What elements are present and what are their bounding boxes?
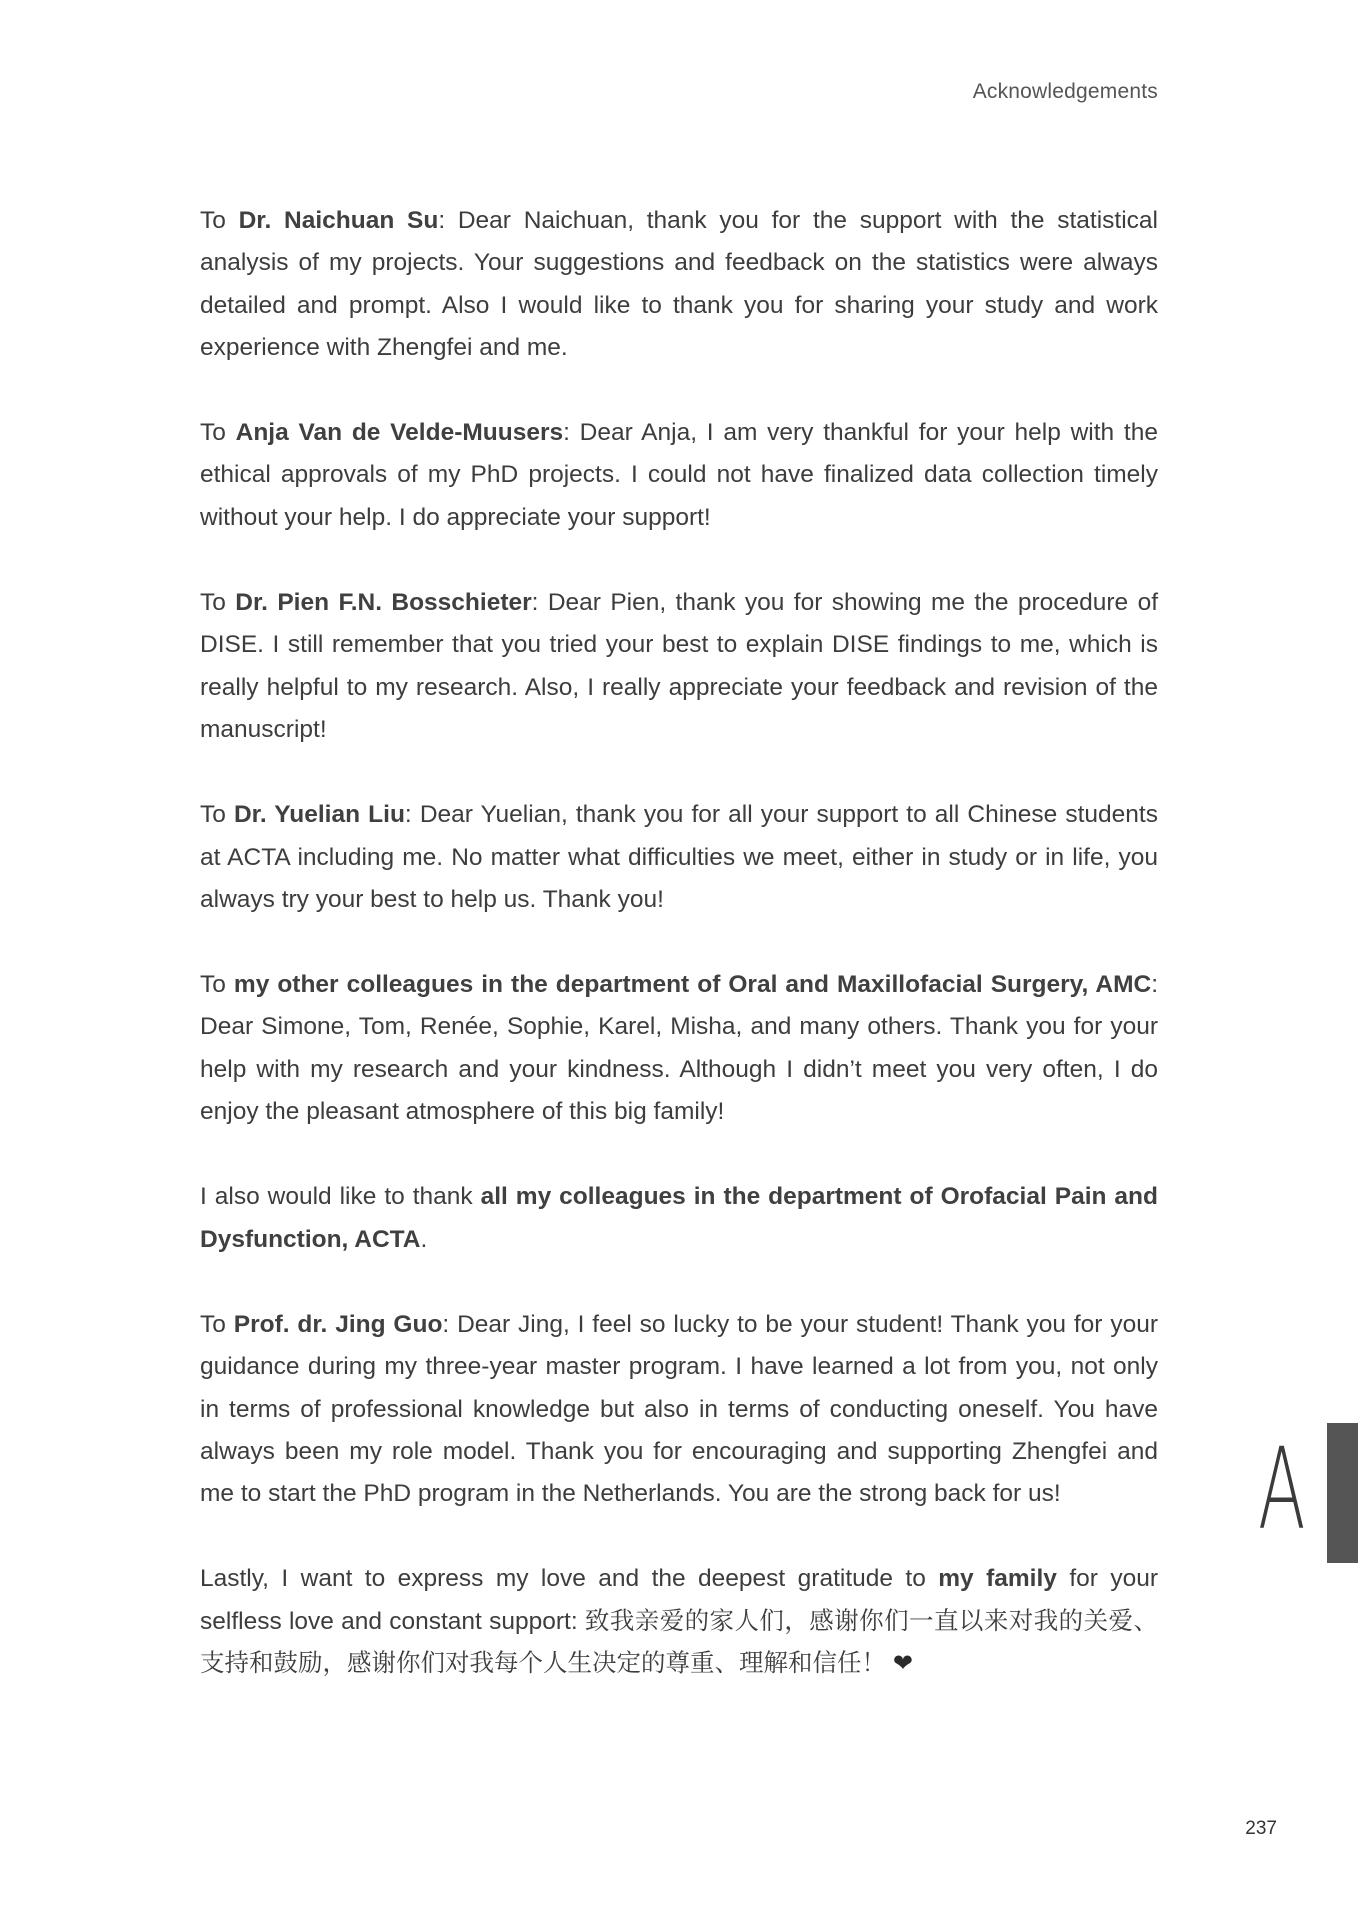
paragraph-text: : Dear Anja, I am very thankful for your help with the ethical approvals of my PhD projects. I could not have finalized data collection timely without your help. I do appreciate your support! xyxy=(200,419,1158,531)
acknowledged-name: all my colleagues in the department of Orofacial Pain and Dysfunction, ACTA xyxy=(200,1183,1158,1253)
heart-icon: ❤ xyxy=(892,1650,913,1678)
acknowledged-name: Dr. Yuelian Liu xyxy=(233,801,405,829)
acknowledged-name: Dr. Pien F.N. Bosschieter xyxy=(235,589,532,617)
running-header: Acknowledgements xyxy=(972,80,1158,103)
paragraph-anja-van-de-velde xyxy=(200,412,1158,539)
paragraph-text: for your selfless love and constant support: 致我亲爱的家人们，感谢你们一直以来对我的关爱、支持和鼓励，感谢你们对我每个人生决定的尊重、理解和信任！ xyxy=(200,1565,1158,1678)
page-number: 237 xyxy=(1245,1818,1277,1839)
paragraph-acta-colleagues xyxy=(200,1176,1158,1261)
paragraph-jing-guo xyxy=(200,1304,1158,1515)
paragraph-amc-colleagues xyxy=(200,964,1158,1133)
paragraph-text: : Dear Pien, thank you for showing me the procedure of DISE. I still remember that you tried your best to explain DISE findings to me, which is really helpful to my research. Also, I really appreciate your feedback and revision of the manuscript! xyxy=(200,589,1159,743)
paragraph-text: . xyxy=(420,1225,428,1253)
paragraph-text: : Dear Naichuan, thank you for the support with the statistical analysis of my projects. Your suggestions and feedback on the statistics were always detailed and prompt. Also I would like to thank you for sharing your study and work experience with Zhengfei and me. xyxy=(200,207,1158,361)
paragraph-prefix: To xyxy=(200,207,239,234)
paragraph-prefix: To xyxy=(200,419,236,447)
paragraph-text: : Dear Simone, Tom, Renée, Sophie, Karel, Misha, and many others. Thank you for your help with my research and your kindness. Although I didn’t meet you very often, I do enjoy the pleasant atmosphere of this big family! xyxy=(200,971,1159,1126)
acknowledgements-body xyxy=(200,200,1158,1728)
paragraph-pien-bosschieter xyxy=(200,582,1158,751)
acknowledged-name: Dr. Naichuan Su xyxy=(238,207,439,234)
paragraph-text: : Dear Jing, I feel so lucky to be your student! Thank you for your guidance during my three-year master program. I have learned a lot from you, not only in terms of professional knowledge but also in terms of conducting oneself. You have always been my role model. Thank you for encouraging and supporting Zhengfei and me to start the PhD program in the Netherlands. You are the strong back for us! xyxy=(200,1310,1158,1508)
paragraph-prefix: To xyxy=(200,971,234,999)
paragraph-prefix: Lastly, I want to express my love and the deepest gratitude to xyxy=(200,1565,939,1593)
chapter-letter: A xyxy=(1258,1425,1306,1555)
paragraph-prefix: To xyxy=(200,589,236,617)
paragraph-naichuan-su xyxy=(200,200,1158,369)
paragraph-prefix: To xyxy=(200,1310,234,1338)
acknowledged-name: my other colleagues in the department of Oral and Maxillofacial Surgery, AMC xyxy=(233,971,1152,999)
paragraph-prefix: To xyxy=(200,801,234,829)
paragraph-yuelian-liu xyxy=(200,794,1158,921)
acknowledged-name: my family xyxy=(938,1565,1057,1593)
acknowledged-name: Prof. dr. Jing Guo xyxy=(233,1310,443,1338)
paragraph-text: : Dear Yuelian, thank you for all your support to all Chinese students at ACTA including me. No matter what difficulties we meet, either in study or in life, you always try your best to help us. Thank you! xyxy=(200,801,1158,913)
paragraph-family xyxy=(200,1558,1158,1685)
chapter-tab-marker xyxy=(1327,1423,1358,1563)
acknowledged-name: Anja Van de Velde-Muusers xyxy=(235,419,564,447)
paragraph-prefix: I also would like to thank xyxy=(200,1183,481,1211)
